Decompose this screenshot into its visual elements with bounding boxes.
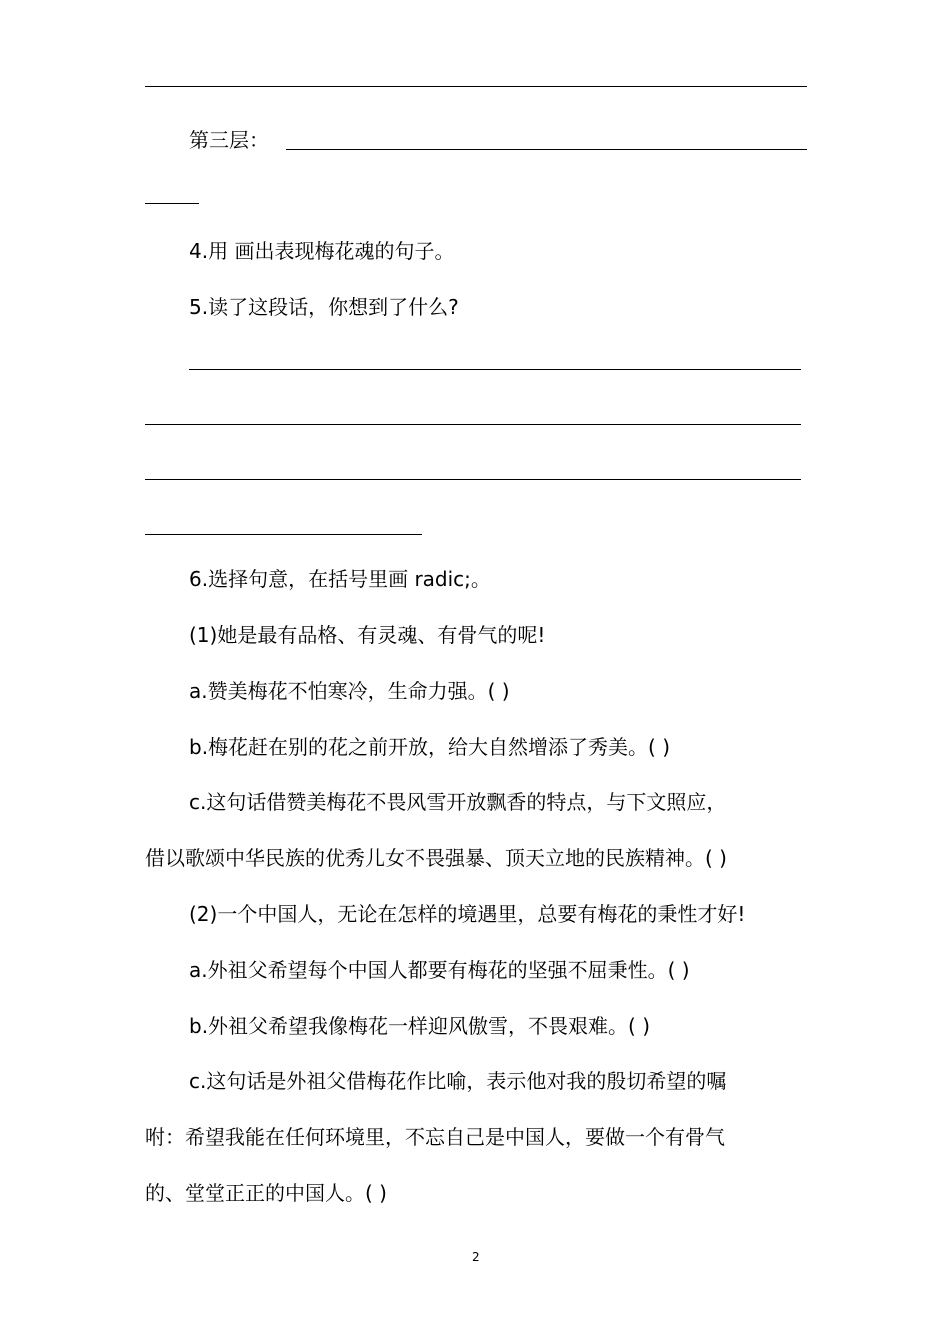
layer3-answer-line <box>286 149 807 150</box>
q5-answer-line-2 <box>145 424 801 425</box>
q5-answer-line-1 <box>189 369 801 370</box>
option-2c-line-2: 咐：希望我能在任何环境里，不忘自己是中国人，要做一个有骨气 <box>145 1125 725 1149</box>
answer-line-top <box>145 86 807 87</box>
option-1b: b.梅花赶在别的花之前开放，给大自然增添了秀美。( ) <box>189 735 671 759</box>
option-2a: a.外祖父希望每个中国人都要有梅花的坚强不屈秉性。( ) <box>189 958 690 982</box>
question-4: 4.用 画出表现梅花魂的句子。 <box>189 239 455 263</box>
layer3-label: 第三层： <box>189 128 269 152</box>
option-1c-line-1: c.这句话借赞美梅花不畏风雪开放飘香的特点，与下文照应， <box>189 790 727 814</box>
page-number: 2 <box>472 1250 480 1264</box>
question-5: 5.读了这段话，你想到了什么? <box>189 295 459 319</box>
q5-answer-line-3 <box>145 479 801 480</box>
question-6: 6.选择句意，在括号里画 radic;。 <box>189 567 491 591</box>
sentence-1: (1)她是最有品格、有灵魂、有骨气的呢! <box>189 623 546 647</box>
option-1a: a.赞美梅花不怕寒冷，生命力强。( ) <box>189 679 510 703</box>
sentence-2: (2)一个中国人，无论在怎样的境遇里，总要有梅花的秉性才好! <box>189 902 746 926</box>
option-1c-line-2: 借以歌颂中华民族的优秀儿女不畏强暴、顶天立地的民族精神。( ) <box>145 846 727 870</box>
q5-answer-line-4 <box>145 534 422 535</box>
option-2b: b.外祖父希望我像梅花一样迎风傲雪，不畏艰难。( ) <box>189 1014 651 1038</box>
option-2c-line-3: 的、堂堂正正的中国人。( ) <box>145 1181 387 1205</box>
layer3-answer-line-cont <box>145 203 199 204</box>
option-2c-line-1: c.这句话是外祖父借梅花作比喻，表示他对我的殷切希望的嘱 <box>189 1069 727 1093</box>
